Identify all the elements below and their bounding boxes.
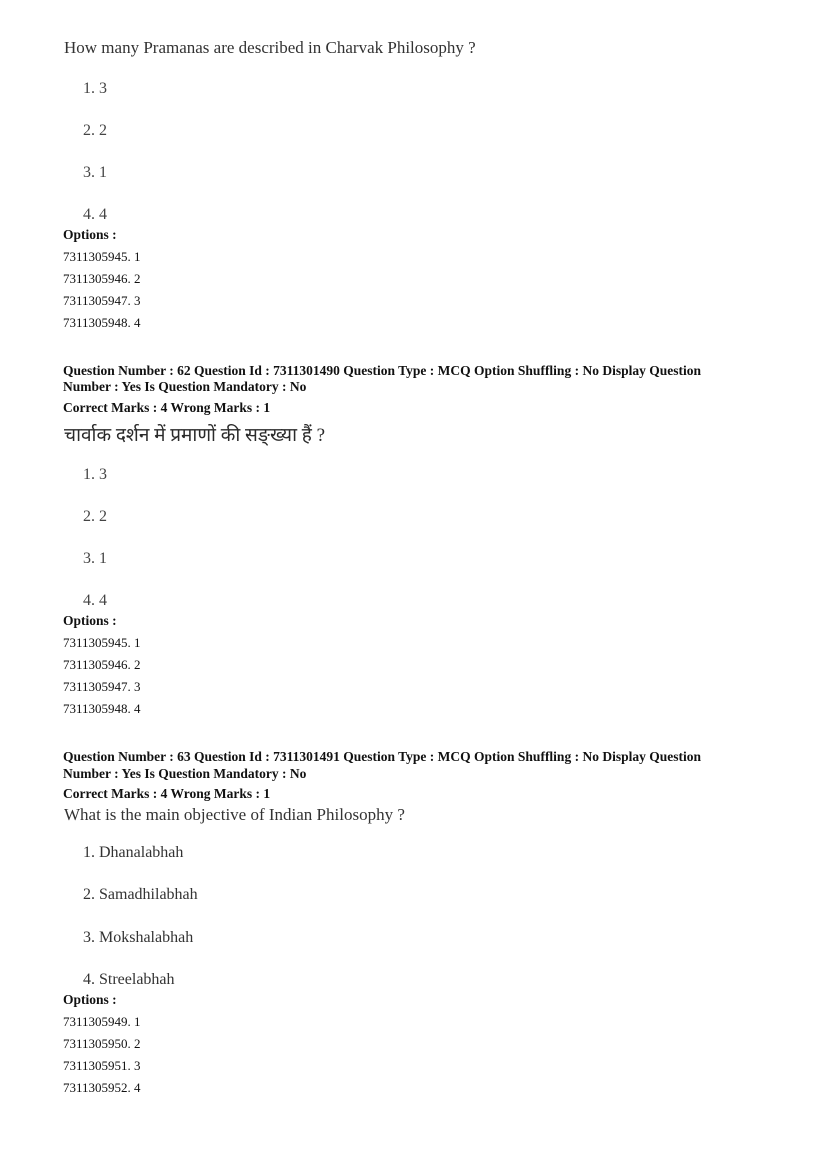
question-marks: Correct Marks : 4 Wrong Marks : 1 xyxy=(63,786,271,801)
option-row: 7311305947. 3 xyxy=(63,679,141,694)
option-row: 7311305946. 2 xyxy=(63,271,141,286)
option-row: 7311305945. 1 xyxy=(63,249,141,264)
choice-item: 2. 2 xyxy=(83,508,107,525)
choice-item: 4. Streelabhah xyxy=(83,971,175,988)
option-row: 7311305949. 1 xyxy=(63,1014,141,1029)
option-row: 7311305946. 2 xyxy=(63,657,141,672)
option-row: 7311305952. 4 xyxy=(63,1080,141,1095)
choice-item: 3. 1 xyxy=(83,164,107,181)
options-label: Options : xyxy=(63,613,117,628)
choice-item: 2. Samadhilabhah xyxy=(83,886,198,903)
choice-item: 1. 3 xyxy=(83,80,107,97)
choice-item: 4. 4 xyxy=(83,206,107,223)
question-meta: Number : Yes Is Question Mandatory : No xyxy=(63,766,307,781)
choice-item: 3. Mokshalabhah xyxy=(83,929,194,946)
choice-item: 1. Dhanalabhah xyxy=(83,844,184,861)
option-row: 7311305948. 4 xyxy=(63,701,141,716)
choice-item: 4. 4 xyxy=(83,592,107,609)
question-meta: Question Number : 63 Question Id : 7311301491 Question Type : MCQ Option Shuffling : No Display Question xyxy=(63,749,701,764)
option-row: 7311305948. 4 xyxy=(63,315,141,330)
question-marks: Correct Marks : 4 Wrong Marks : 1 xyxy=(63,400,271,415)
option-row: 7311305947. 3 xyxy=(63,293,141,308)
question-meta: Number : Yes Is Question Mandatory : No xyxy=(63,379,307,394)
option-row: 7311305945. 1 xyxy=(63,635,141,650)
choice-item: 1. 3 xyxy=(83,466,107,483)
question-text: How many Pramanas are described in Charvak Philosophy ? xyxy=(64,38,476,57)
choice-item: 2. 2 xyxy=(83,122,107,139)
option-row: 7311305951. 3 xyxy=(63,1058,141,1073)
question-text: What is the main objective of Indian Philosophy ? xyxy=(64,805,405,824)
options-label: Options : xyxy=(63,227,117,242)
question-meta: Question Number : 62 Question Id : 7311301490 Question Type : MCQ Option Shuffling : No Display Question xyxy=(63,363,701,378)
options-label: Options : xyxy=(63,992,117,1007)
option-row: 7311305950. 2 xyxy=(63,1036,141,1051)
choice-item: 3. 1 xyxy=(83,550,107,567)
question-text: चार्वाक दर्शन में प्रमाणों की सङ्ख्या हैं ? xyxy=(64,425,326,446)
